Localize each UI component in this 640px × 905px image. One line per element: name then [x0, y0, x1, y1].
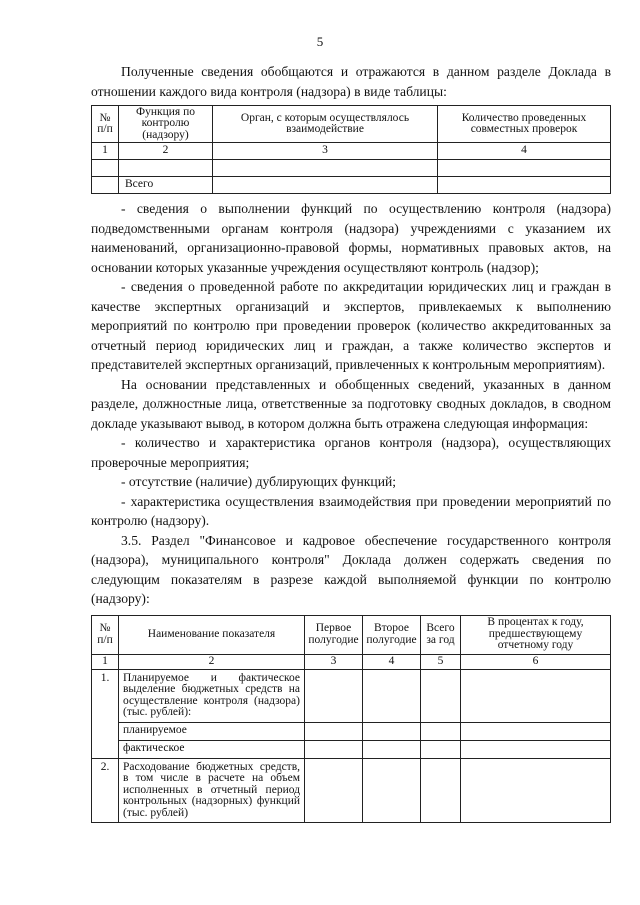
indicator-name: фактическое [119, 740, 305, 758]
paragraph: - сведения о выполнении функций по осуществлению контроля (надзора) подведомственными органам контроля (надзора) учреждениями с указанием их наименований, организационно-правовой формы, нормативных правовых актов, на основании которых указанные учреждения осуществляют контроль (надзор); [91, 201, 611, 275]
col-header: В процентах к году, предшествующему отчетному году [461, 615, 611, 654]
col-header: Функция по контролю (надзору) [119, 106, 213, 143]
paragraph: На основании представленных и обобщенных сведений, указанных в данном разделе, должностные лица, ответственные за подготовку сводных докладов, в сводном докладе указывают вывод, в котором должна быть отражена следующая информация: [91, 376, 611, 431]
col-header: Всего за год [421, 615, 461, 654]
row-number: 2. [92, 758, 119, 823]
table-row [92, 758, 611, 823]
index-cell: 3 [213, 143, 438, 160]
index-cell: 5 [421, 654, 461, 669]
table-row [92, 669, 611, 722]
paragraph: 3.5. Раздел "Финансовое и кадровое обеспечение государственного контроля (надзора), муниципального контроля" Доклада должен содержать сведения по следующим показателям в разрезе каждой выполняемой функции по контролю (надзору): [91, 532, 611, 606]
index-cell: 4 [438, 143, 611, 160]
table-total-row [92, 177, 611, 194]
col-header: Наименование показателя [119, 615, 305, 654]
paragraph: - сведения о проведенной работе по аккредитации юридических лиц и граждан в качестве экспертных организаций и экспертов, привлекаемых к выполнению мероприятий по контролю при проведении проверок (количество аккредитованных за отчетный период юридических лиц и граждан, а также количество экспертов и представителей экспертных организаций, привлеченных к контрольным мероприятиям). [91, 279, 611, 372]
col-header: № п/п [92, 615, 119, 654]
index-cell: 2 [119, 654, 305, 669]
table-index-row [92, 143, 611, 160]
document-body [91, 62, 611, 823]
table-row [92, 722, 611, 740]
index-cell: 1 [92, 143, 119, 160]
col-header: Количество проведенных совместных проверок [438, 106, 611, 143]
total-label: Всего [119, 177, 213, 194]
indicator-name: Планируемое и фактическое выделение бюджетных средств на осуществление контроля (надзора) (тыс. рублей): [119, 669, 305, 722]
index-cell: 2 [119, 143, 213, 160]
table-header-row [92, 106, 611, 143]
intro-paragraph: Полученные сведения обобщаются и отражаются в данном разделе Доклада в отношении каждого вида контроля (надзора) в виде таблицы: [91, 64, 611, 99]
index-cell: 1 [92, 654, 119, 669]
index-cell: 6 [461, 654, 611, 669]
paragraph: - количество и характеристика органов контроля (надзора), осуществляющих проверочные мероприятия; [91, 435, 611, 470]
col-header: Орган, с которым осуществлялось взаимодействие [213, 106, 438, 143]
row-number: 1. [92, 669, 119, 758]
col-header: Первое полугодие [305, 615, 363, 654]
table-header-row [92, 615, 611, 654]
paragraph: - характеристика осуществления взаимодействия при проведении мероприятий по контролю (надзору). [91, 493, 611, 528]
table-index-row [92, 654, 611, 669]
page-number: 5 [316, 34, 324, 49]
index-cell: 3 [305, 654, 363, 669]
col-header: № п/п [92, 106, 119, 143]
indicator-name: Расходование бюджетных средств, в том числе в расчете на объем исполненных в отчетный период контрольных (надзорных) функций (тыс. рублей) [119, 758, 305, 823]
paragraph: - отсутствие (наличие) дублирующих функций; [121, 474, 397, 489]
index-cell: 4 [363, 654, 421, 669]
table-row [92, 740, 611, 758]
table-row [92, 160, 611, 177]
indicator-name: планируемое [119, 722, 305, 740]
col-header: Второе полугодие [363, 615, 421, 654]
interaction-table [91, 105, 611, 194]
finance-table [91, 615, 611, 824]
